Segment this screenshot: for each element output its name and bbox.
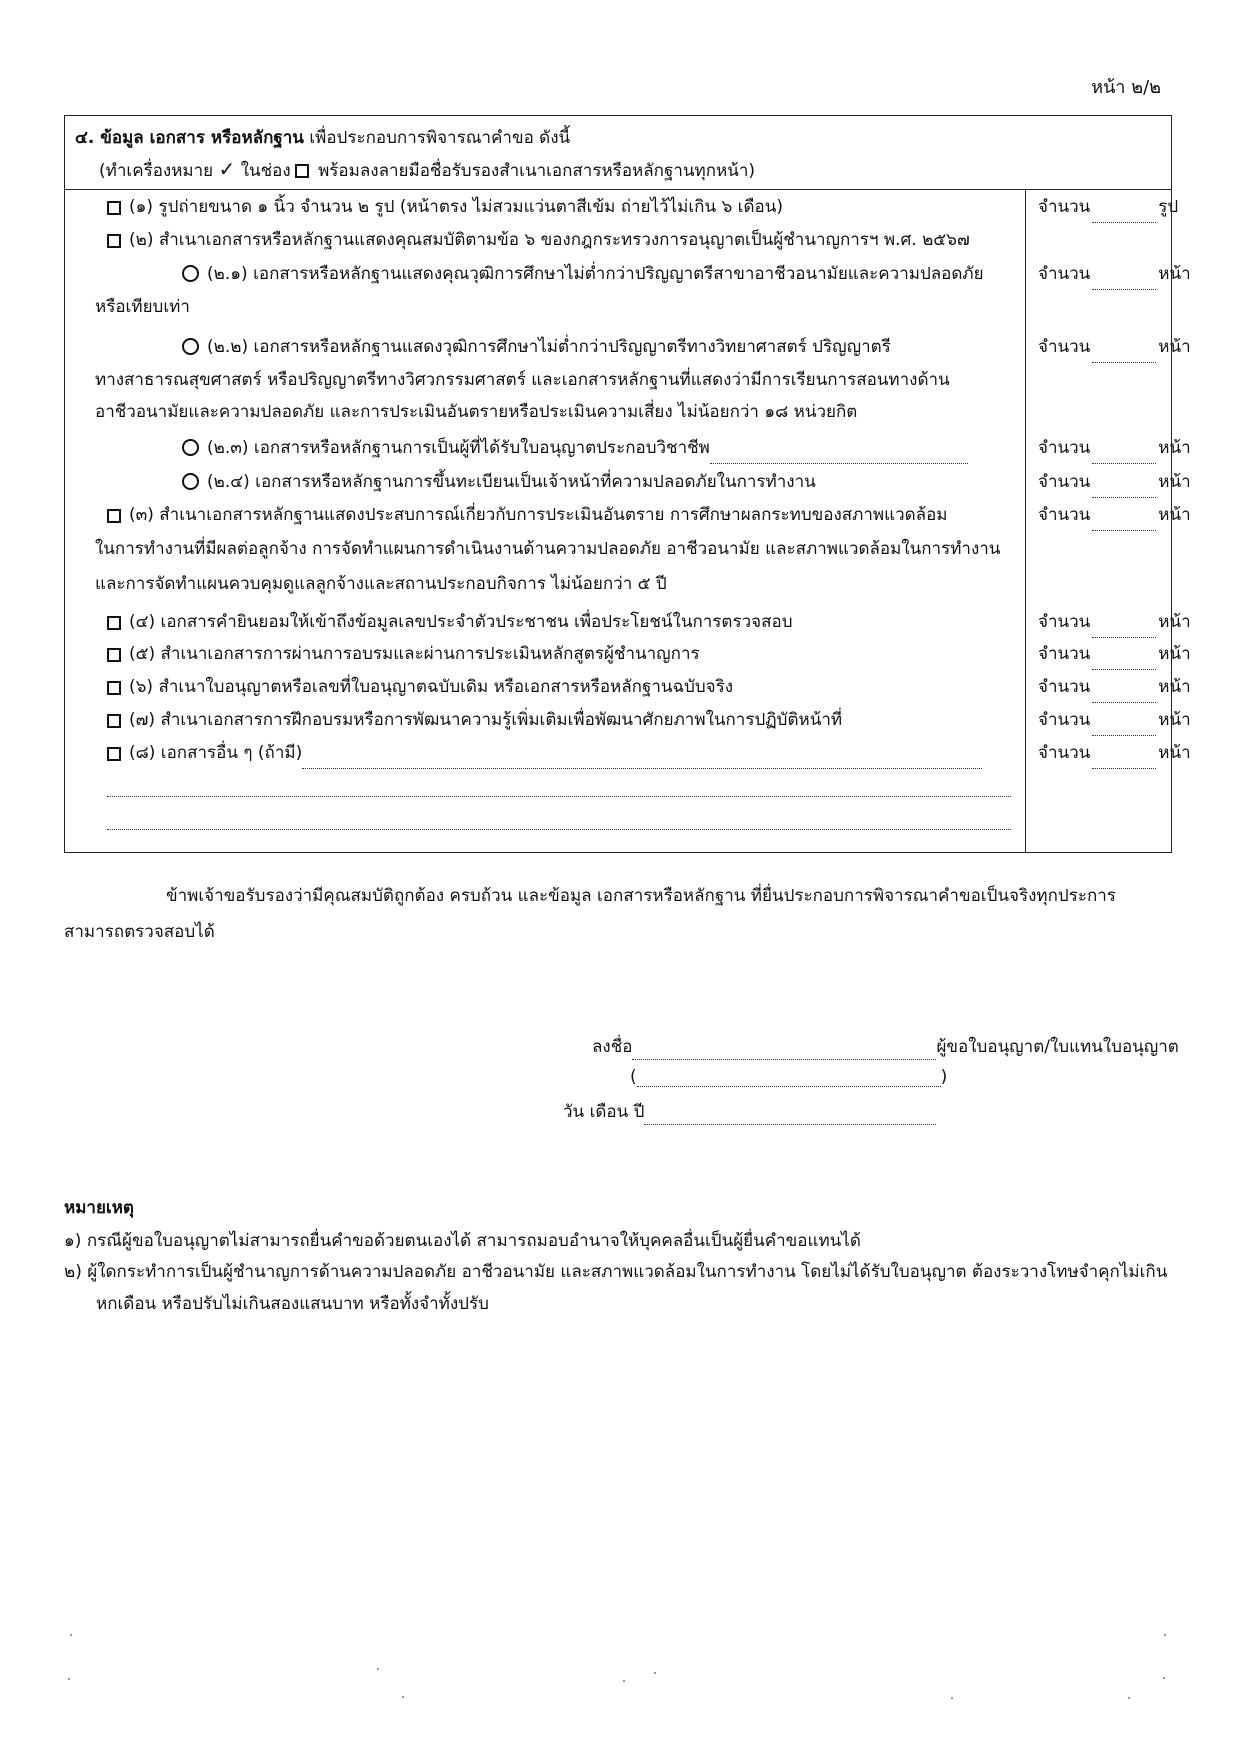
radio-item-2-2[interactable] [182,338,199,355]
amount-unit: หน้า [1158,264,1191,284]
amount-unit: หน้า [1158,472,1191,492]
amount-unit: หน้า [1158,644,1191,664]
remark-2: ๒) ผู้ใดกระทำการเป็นผู้ชำนาญการด้านความปลอดภัย อาชีวอนามัย และสภาพแวดล้อมในการทำงาน โดยไม่ได้รับใบอนุญาต ต้องระวางโทษจำคุกไม่เกิน [64,1262,1168,1282]
item-continuation: ในการทำงานที่มีผลต่อลูกจ้าง การจัดทำแผนการดำเนินงานด้านความปลอดภัย อาชีวอนามัย และสภาพแวดล้อมในการทำงาน [95,539,1001,559]
item-label: (๒.๓) เอกสารหรือหลักฐานการเป็นผู้ที่ได้รับใบอนุญาตประกอบวิชาชีพ [207,438,710,458]
document-item-1 [107,191,1065,223]
section-title-rest: เพื่อประกอบการพิจารณาคำขอ ดังนี้ [303,128,571,148]
checkbox-item-8[interactable] [107,747,121,761]
document-item-2-4 [182,466,1140,498]
amount-field[interactable] [1092,617,1156,638]
scan-speck [1128,1697,1130,1699]
scan-speck [70,1634,72,1636]
item-label: (๒.๒) เอกสารหรือหลักฐานแสดงวุฒิการศึกษาไม่ต่ำกว่าปริญญาตรีทางวิทยาศาสตร์ ปริญญาตรี [207,337,891,357]
document-item-3 [107,499,1065,531]
amount-label: จำนวน [1038,505,1091,525]
document-item-5 [107,638,1065,670]
item-label: (๖) สำเนาใบอนุญาตหรือเลขที่ใบอนุญาตฉบับเดิม หรือเอกสารหรือหลักฐานฉบับจริง [129,677,734,697]
signature-label: ลงชื่อ [592,1037,633,1057]
signature-row [592,1033,1179,1060]
document-item-2 [107,224,1065,256]
amount-unit: หน้า [1158,438,1191,458]
check-mark-icon: ✓ [218,157,236,181]
item-label: (๕) สำเนาเอกสารการผ่านการอบรมและผ่านการประเมินหลักสูตรผู้ชำนาญการ [129,644,700,664]
amount-label: จำนวน [1038,337,1091,357]
other-documents-field[interactable] [302,746,982,769]
amount-item-3 [1038,499,1191,531]
section-header [65,116,1171,190]
checkbox-item-5[interactable] [107,648,121,662]
amount-item-2-3 [1038,432,1191,464]
checkbox-item-2[interactable] [107,234,121,248]
checkbox-symbol-icon [295,164,309,178]
amount-item-8 [1038,737,1191,769]
amount-label: จำนวน [1038,644,1091,664]
amount-item-2-2 [1038,331,1191,363]
amount-label: จำนวน [1038,264,1091,284]
amount-field[interactable] [1092,682,1156,703]
instruction-text: พร้อมลงลายมือชื่อรับรองสำเนาเอกสารหรือหลักฐานทุกหน้า) [312,161,755,181]
printed-name-row [630,1066,947,1087]
scan-speck [68,1678,70,1680]
item-continuation: และการจัดทำแผนควบคุมดูแลลูกจ้างและสถานประกอบกิจการ ไม่น้อยกว่า ๕ ปี [95,574,667,594]
paren-open: ( [630,1067,637,1087]
license-number-field[interactable] [710,441,968,464]
checkbox-item-4[interactable] [107,616,121,630]
amount-field[interactable] [1092,443,1156,464]
item-label: (๒.๑) เอกสารหรือหลักฐานแสดงคุณวุฒิการศึกษาไม่ต่ำกว่าปริญญาตรีสาขาอาชีวอนามัยและความปลอดภัย [207,264,984,284]
document-item-2-1 [182,258,1140,290]
item-label: (๘) เอกสารอื่น ๆ (ถ้ามี) [129,743,303,763]
amount-field[interactable] [1092,202,1156,223]
amount-field[interactable] [1092,269,1156,290]
date-label: วัน เดือน ปี [563,1102,645,1122]
document-item-7 [107,704,1065,736]
amount-field[interactable] [1092,510,1156,531]
amount-field[interactable] [1092,649,1156,670]
section-title [75,124,570,151]
item-label: (๗) สำเนาเอกสารการฝึกอบรมหรือการพัฒนาความรู้เพิ่มเติมเพื่อพัฒนาศักยภาพในการปฏิบัติหน้าที่ [129,710,843,730]
document-item-2-3 [182,432,1140,464]
checkbox-item-7[interactable] [107,714,121,728]
scan-speck [951,1697,953,1699]
amount-item-4 [1038,606,1191,638]
page-number: หน้า ๒/๒ [1091,77,1161,98]
scan-speck [377,1668,379,1670]
instruction-text: ในช่อง [235,161,291,181]
item-continuation: หรือเทียบเท่า [95,297,190,317]
amount-unit: หน้า [1158,337,1191,357]
printed-name-field[interactable] [637,1066,941,1087]
scan-speck [1163,1677,1165,1679]
item-label: (๑) รูปถ่ายขนาด ๑ นิ้ว จำนวน ๒ รูป (หน้าตรง ไม่สวมแว่นตาสีเข้ม ถ่ายไว้ไม่เกิน ๖ เดือน) [129,197,783,217]
scan-speck [654,1672,656,1674]
section-title-bold: ๔. ข้อมูล เอกสาร หรือหลักฐาน [75,128,304,148]
signature-field[interactable] [632,1039,936,1060]
section-instruction [99,157,755,184]
radio-item-2-1[interactable] [182,265,199,282]
item-label: (๓) สำเนาเอกสารหลักฐานแสดงประสบการณ์เกี่ยวกับการประเมินอันตราย การศึกษาผลกระทบของสภาพแวดล้อม [129,505,948,525]
scan-speck [623,1680,625,1682]
instruction-text: (ทำเครื่องหมาย [99,161,214,181]
amount-label: จำนวน [1038,710,1091,730]
other-documents-line-2[interactable] [107,829,1011,830]
paren-close: ) [940,1067,948,1087]
amount-item-7 [1038,704,1191,736]
item-label: (๒) สำเนาเอกสารหรือหลักฐานแสดงคุณสมบัติตามข้อ ๖ ของกฎกระทรวงการอนุญาตเป็นผู้ชำนาญการฯ พ.ศ. ๒๕๖๗ [129,230,970,250]
certification-statement: ข้าพเจ้าขอรับรองว่ามีคุณสมบัติถูกต้อง ครบถ้วน และข้อมูล เอกสารหรือหลักฐาน ที่ยื่นประกอบการพิจารณาคำขอเป็นจริงทุกประการ สามารถตรวจสอบได้ [64,886,1116,942]
amount-label: จำนวน [1038,197,1091,217]
checkbox-item-6[interactable] [107,681,121,695]
document-item-4 [107,606,1065,638]
amount-item-2-1 [1038,258,1191,290]
radio-item-2-4[interactable] [182,473,199,490]
amount-field[interactable] [1092,477,1156,498]
amount-label: จำนวน [1038,612,1091,632]
amount-unit: หน้า [1158,612,1191,632]
amount-unit: หน้า [1158,743,1191,763]
remark-1: ๑) กรณีผู้ขอใบอนุญาตไม่สามารถยื่นคำขอด้วยตนเองได้ สามารถมอบอำนาจให้บุคคลอื่นเป็นผู้ยื่นคำขอแทนได้ [64,1231,861,1251]
item-label: (๔) เอกสารคำยินยอมให้เข้าถึงข้อมูลเลขประจำตัวประชาชน เพื่อประโยชน์ในการตรวจสอบ [129,612,793,632]
document-item-8 [107,737,1065,769]
scan-speck [402,1696,404,1698]
amount-item-5 [1038,638,1191,670]
amount-item-6 [1038,671,1191,703]
amount-label: จำนวน [1038,677,1091,697]
document-item-6 [107,671,1065,703]
amount-item-2-4 [1038,466,1191,498]
amount-field[interactable] [1092,715,1156,736]
item-continuation: ทางสาธารณสุขศาสตร์ หรือปริญญาตรีทางวิศวกรรมศาสตร์ และเอกสารหลักฐานที่แสดงว่ามีการเรียนการสอนทางด้าน [95,370,950,390]
amount-unit: รูป [1158,197,1179,217]
document-item-2-2 [182,331,1140,363]
date-row [563,1098,936,1125]
amount-unit: หน้า [1158,505,1191,525]
checkbox-item-1[interactable] [107,201,121,215]
amount-label: จำนวน [1038,438,1091,458]
amount-item-1 [1038,191,1178,223]
item-label: (๒.๔) เอกสารหรือหลักฐานการขึ้นทะเบียนเป็นเจ้าหน้าที่ความปลอดภัยในการทำงาน [207,472,816,492]
scan-speck [1164,1634,1166,1636]
amount-field[interactable] [1092,748,1156,769]
signature-role: ผู้ขอใบอนุญาต/ใบแทนใบอนุญาต [936,1037,1179,1057]
amount-unit: หน้า [1158,677,1191,697]
remarks-title: หมายเหตุ [64,1198,134,1218]
amount-unit: หน้า [1158,710,1191,730]
remark-2-continuation: หกเดือน หรือปรับไม่เกินสองแสนบาท หรือทั้งจำทั้งปรับ [96,1294,489,1314]
other-documents-line-1[interactable] [107,796,1011,797]
radio-item-2-3[interactable] [182,439,199,456]
amount-label: จำนวน [1038,472,1091,492]
document-form [64,115,1191,853]
item-continuation: อาชีวอนามัยและความปลอดภัย และการประเมินอันตรายหรือประเมินความเสี่ยง ไม่น้อยกว่า ๑๘ หน่วยกิต [95,402,858,422]
amount-field[interactable] [1092,342,1156,363]
amount-label: จำนวน [1038,743,1091,763]
checkbox-item-3[interactable] [107,509,121,523]
date-field[interactable] [644,1104,936,1125]
